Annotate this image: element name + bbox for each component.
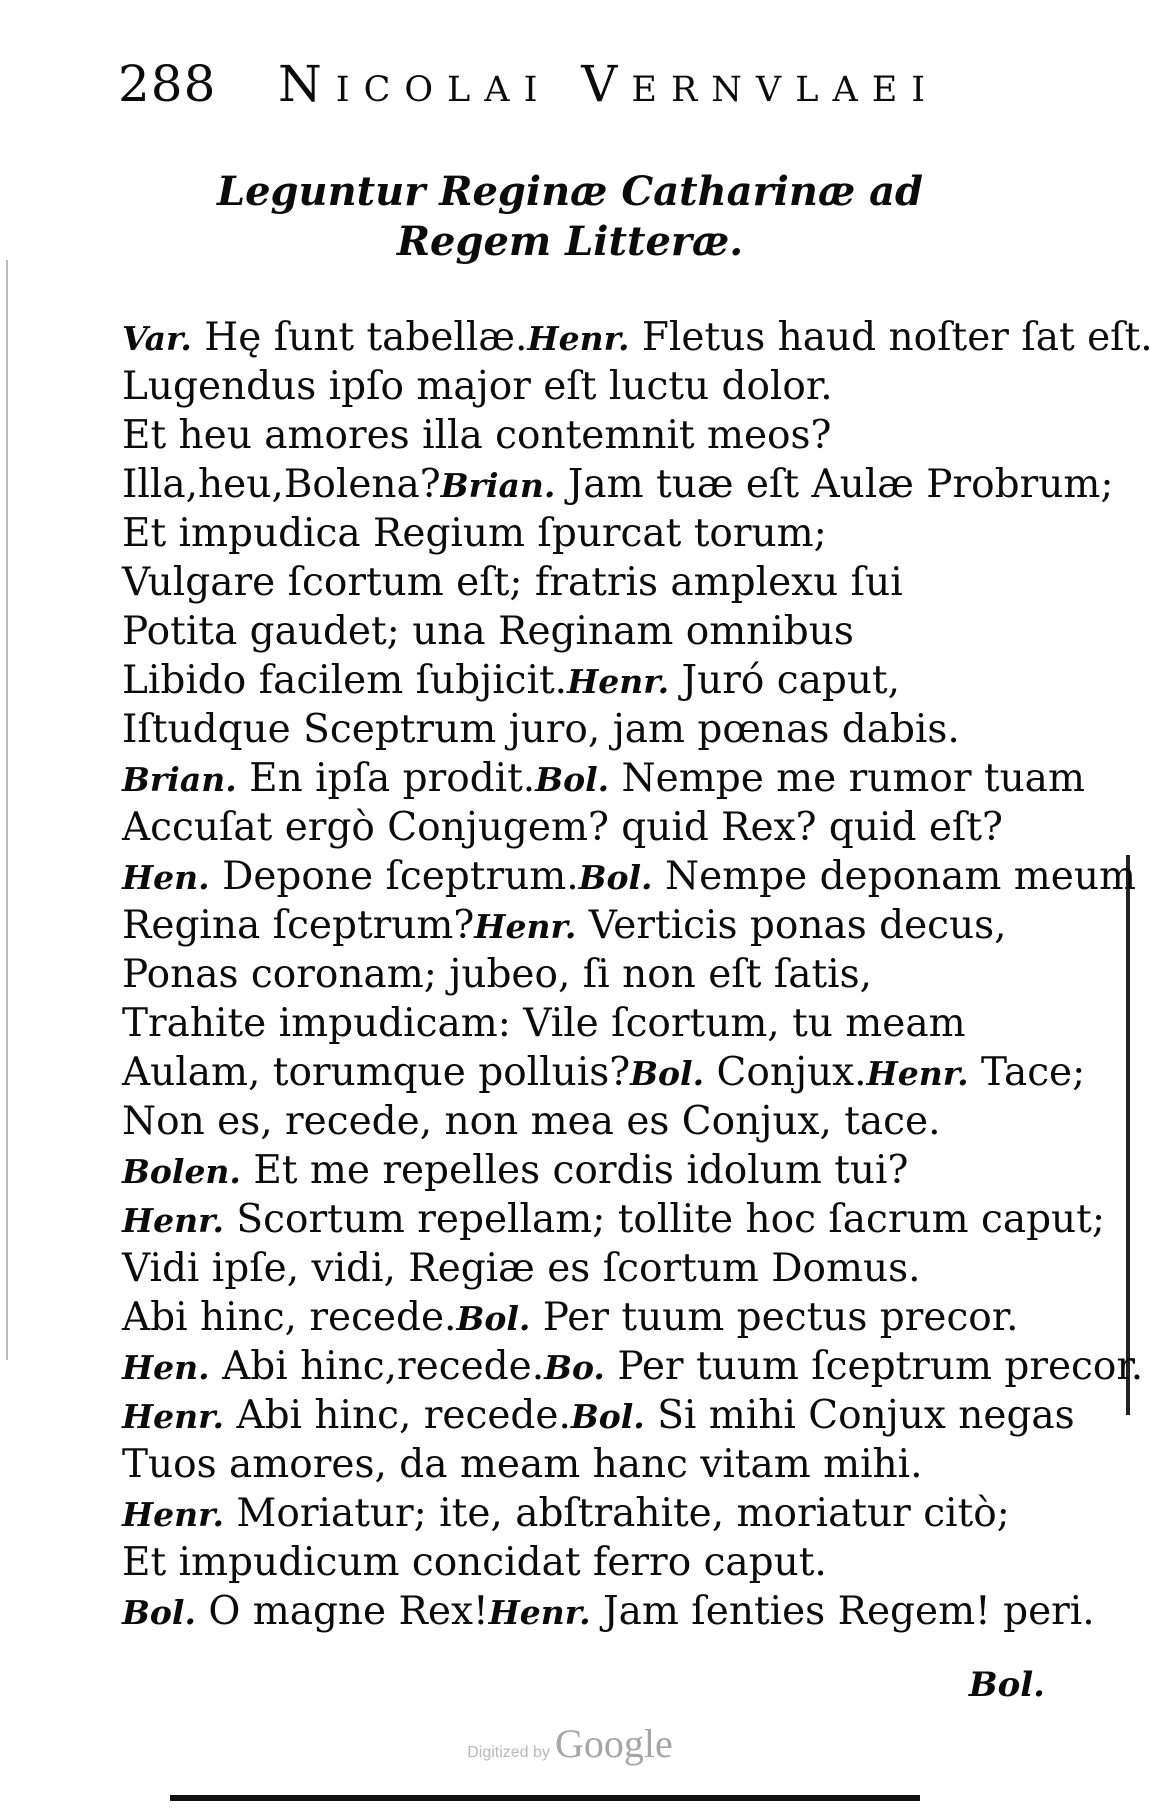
- verse-text: Et me repelles cordis idolum tui?: [253, 1148, 909, 1193]
- verse-line: [122, 313, 1153, 362]
- verse-line: [122, 705, 1077, 754]
- verse-line: [122, 411, 1077, 460]
- speaker-name: Henr.: [567, 662, 670, 701]
- verse-line: [122, 362, 1077, 411]
- verse-line: [122, 558, 1077, 607]
- verse-line: [122, 1587, 1095, 1636]
- verse-text: Et impudica Regium ſpurcat torum;: [122, 511, 827, 556]
- speaker-name: Bol.: [630, 1054, 705, 1093]
- verse-text: Et impudicum concidat ferro caput.: [122, 1540, 827, 1585]
- speaker-name: Bol.: [578, 858, 653, 897]
- speaker-name: Var.: [122, 319, 192, 358]
- verse-text: O magne Rex!: [208, 1589, 489, 1634]
- section-heading-line-1: Leguntur Reginæ Catharinæ ad: [216, 168, 924, 215]
- watermark-prefix: Digitized by: [467, 1744, 550, 1761]
- speaker-name: Hen.: [122, 1348, 210, 1387]
- verse-line: [122, 1342, 1144, 1391]
- verse-text: Hę ſunt tabellæ.: [204, 315, 528, 360]
- verse-line: [122, 460, 1114, 509]
- speaker-name: Hen.: [122, 858, 210, 897]
- verse-text: Trahite impudicam: Vile ſcortum, tu meam: [122, 1001, 966, 1046]
- verse-text: Libido facilem ſubjicit.: [122, 658, 568, 703]
- verse-text: Tace;: [980, 1050, 1086, 1095]
- verse-line: [122, 607, 1077, 656]
- speaker-name: Bol.: [570, 1397, 645, 1436]
- verse-text: Vidi ipſe, vidi, Regiæ es ſcortum Domus.: [122, 1246, 921, 1291]
- speaker-name: Henr.: [488, 1593, 591, 1632]
- verse-text: Tuos amores, da meam hanc vitam mihi.: [122, 1442, 923, 1487]
- digitized-watermark: [0, 1720, 1140, 1767]
- verse-text: Conjux.: [716, 1050, 867, 1095]
- verse-text: Abi hinc,recede.: [222, 1344, 545, 1389]
- verse-line: [122, 1489, 1077, 1538]
- verse-text: Per tuum ſceptrum precor.: [617, 1344, 1144, 1389]
- verse-line: [122, 656, 1077, 705]
- verse-text: Juró caput,: [681, 658, 901, 703]
- verse-text: Fletus haud noſter ſat eſt.: [641, 315, 1153, 360]
- verse-line: [122, 1146, 1077, 1195]
- verse-text: Iſtudque Sceptrum juro, jam pœnas dabis.: [122, 707, 960, 752]
- speaker-name: Bol.: [456, 1299, 531, 1338]
- verse-line: [122, 1244, 1077, 1293]
- speaker-name: Henr.: [122, 1397, 225, 1436]
- speaker-name: Bo.: [544, 1348, 605, 1387]
- verse-text: Vulgare ſcortum eſt; fratris amplexu ſui: [122, 560, 903, 605]
- verse-text: Per tuum pectus precor.: [542, 1295, 1019, 1340]
- speaker-name: Bolen.: [122, 1152, 241, 1191]
- verse-line: [122, 1440, 1077, 1489]
- bottom-rule: [170, 1795, 920, 1801]
- verse-lines: [122, 313, 1153, 1636]
- verse-line: [122, 1048, 1086, 1097]
- verse-text: Si mihi Conjux negas: [657, 1393, 1075, 1438]
- page-edge-left: [6, 260, 8, 1360]
- watermark-brand: Google: [555, 1721, 673, 1766]
- verse-text: Regina ſceptrum?: [122, 903, 475, 948]
- verse-text: Potita gaudet; una Reginam omnibus: [122, 609, 854, 654]
- verse-text: Abi hinc, recede.: [236, 1393, 571, 1438]
- speaker-name: Brian.: [440, 466, 556, 505]
- verse-text: Ponas coronam; jubeo, ſi non eſt ſatis,: [122, 952, 873, 997]
- verse-text: Illa,heu,Bolena?: [122, 462, 441, 507]
- verse-line: [122, 1195, 1105, 1244]
- verse-line: [122, 1391, 1077, 1440]
- speaker-name: Henr.: [122, 1495, 225, 1534]
- verse-line: [122, 1097, 1077, 1146]
- verse-text: Scortum repellam; tollite hoc ſacrum caput;: [236, 1197, 1105, 1242]
- verse-text: Non es, recede, non mea es Conjux, tace.: [122, 1099, 941, 1144]
- verse-line: [122, 852, 1136, 901]
- verse-line: [122, 950, 1077, 999]
- verse-line: [122, 509, 1077, 558]
- catchword: Bol.: [968, 1665, 1045, 1705]
- verse-text: Verticis ponas decus,: [588, 903, 1007, 948]
- speaker-name: Bol.: [535, 760, 610, 799]
- section-heading-line-2: Regem Litteræ.: [396, 218, 744, 265]
- speaker-name: Bol.: [122, 1593, 196, 1632]
- page-number: 288: [118, 55, 217, 113]
- verse-line: [122, 1293, 1077, 1342]
- page-edge-right: [1126, 855, 1130, 1415]
- verse-text: Depone ſceptrum.: [222, 854, 579, 899]
- verse-text: Accuſat ergò Conjugem? quid Rex? quid eſt?: [122, 805, 1003, 850]
- verse-text: Jam tuæ eſt Aulæ Probrum;: [567, 462, 1114, 507]
- verse-text: Lugendus ipſo major eſt luctu dolor.: [122, 364, 833, 409]
- verse-text: Moriatur; ite, abſtrahite, moriatur citò;: [236, 1491, 1010, 1536]
- verse-text: Nempe deponam meum: [664, 854, 1136, 899]
- verse-text: En ipſa prodit.: [249, 756, 536, 801]
- verse-line: [122, 803, 1077, 852]
- verse-line: [122, 901, 1077, 950]
- verse-text: Aulam, torumque polluis?: [122, 1050, 631, 1095]
- speaker-name: Henr.: [866, 1054, 969, 1093]
- verse-line: [122, 754, 1085, 803]
- speaker-name: Henr.: [122, 1201, 225, 1240]
- verse-text: Nempe me rumor tuam: [621, 756, 1085, 801]
- speaker-name: Henr.: [527, 319, 630, 358]
- running-head: Nicolai Vernvlaei: [278, 55, 940, 113]
- speaker-name: Henr.: [474, 907, 577, 946]
- verse-text: Jam ſenties Regem! peri.: [603, 1589, 1095, 1634]
- verse-text: Et heu amores illa contemnit meos?: [122, 413, 832, 458]
- verse-text: Abi hinc, recede.: [122, 1295, 457, 1340]
- verse-line: [122, 1538, 1077, 1587]
- speaker-name: Brian.: [122, 760, 237, 799]
- verse-line: [122, 999, 1077, 1048]
